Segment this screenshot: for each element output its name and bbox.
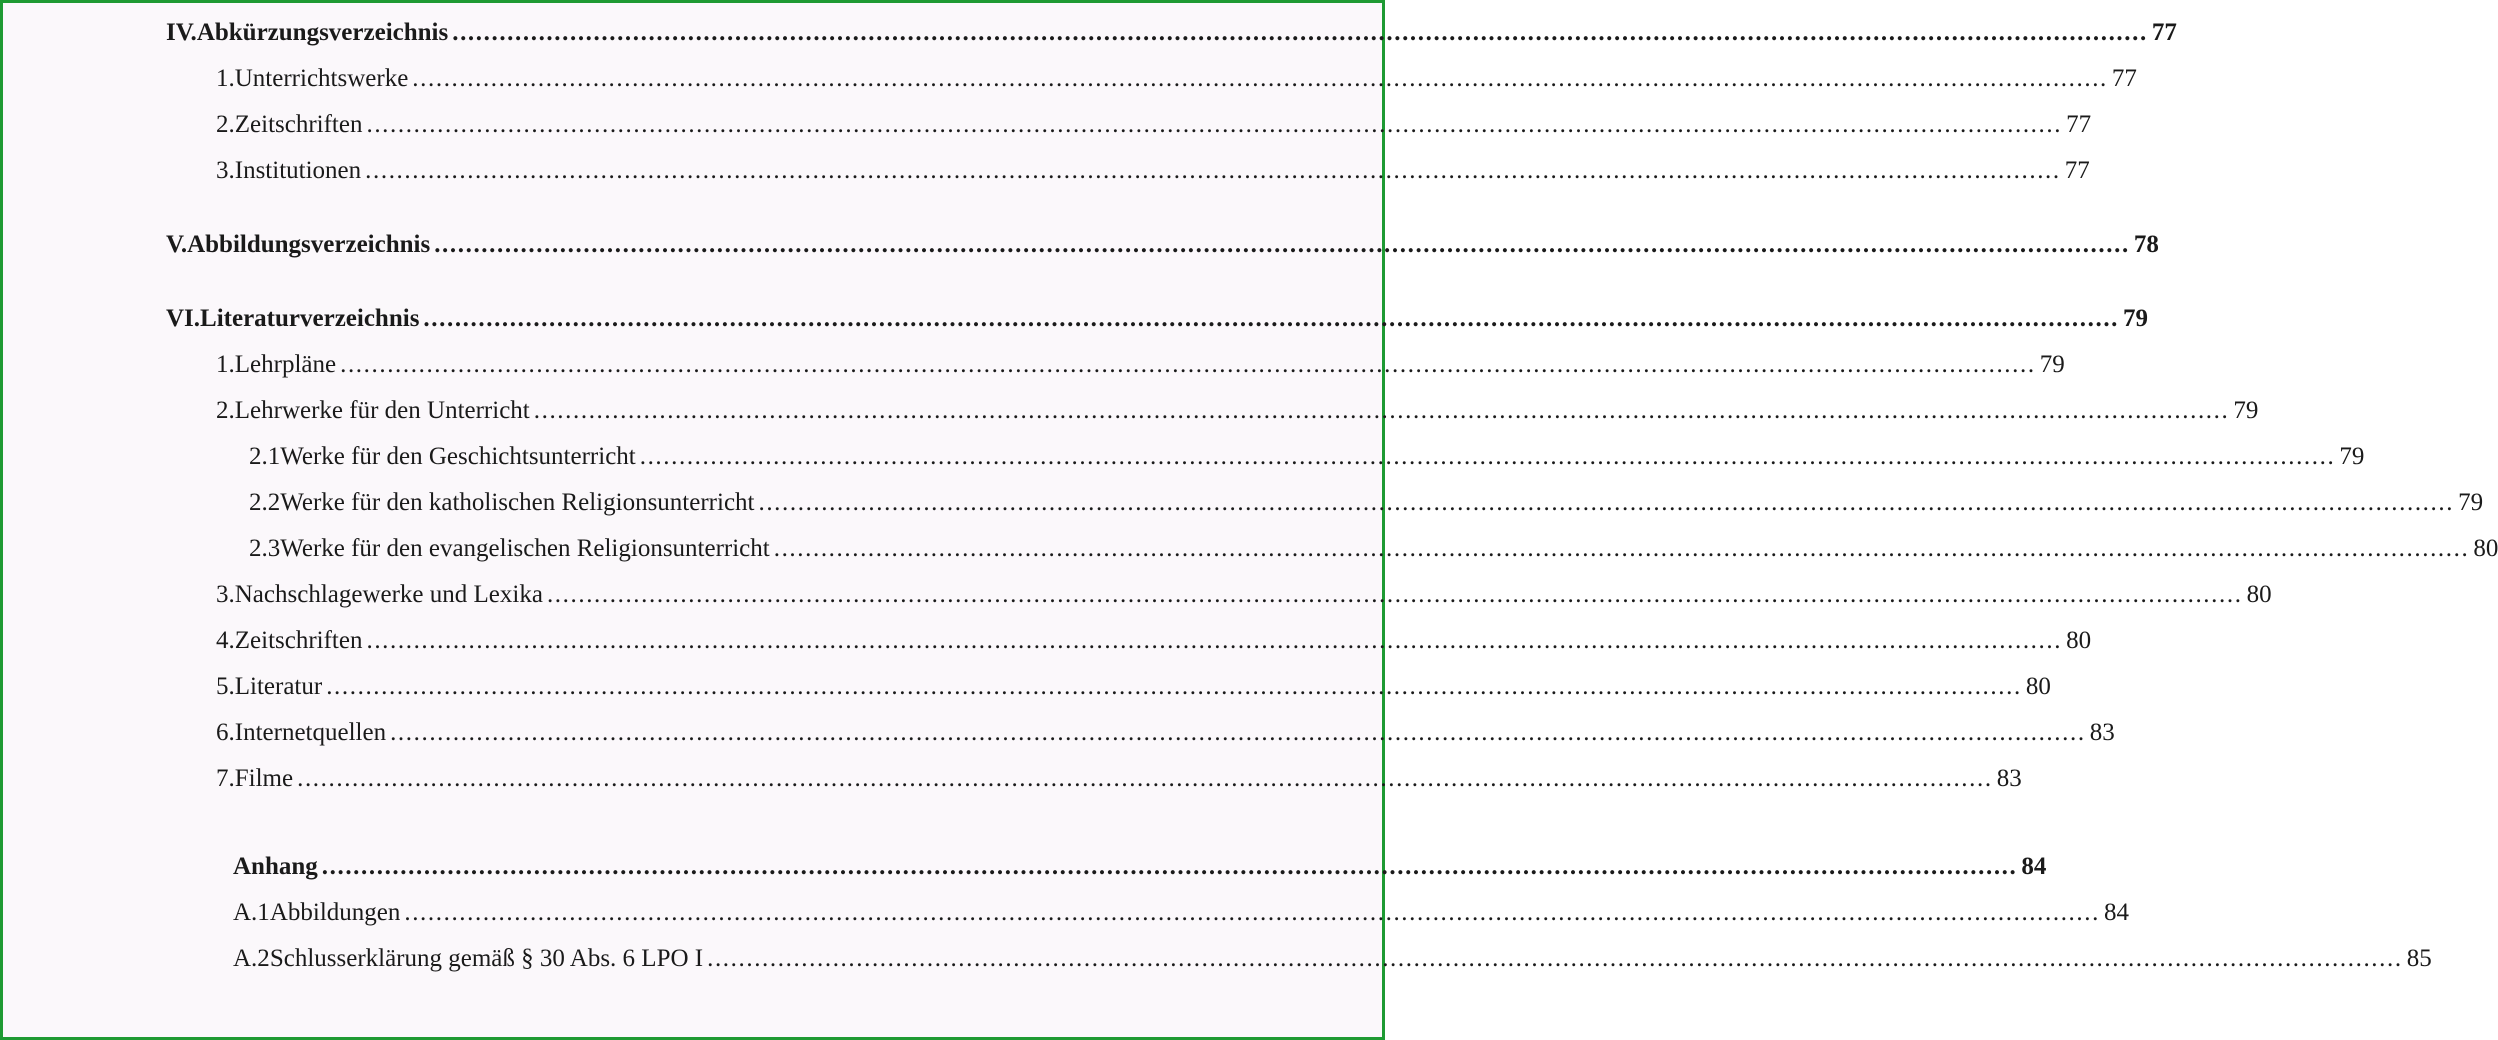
entry-title: Nachschlagewerke und Lexika [234, 581, 543, 608]
dot-leader: ........................................................................................................................................................................................................................ [707, 945, 2403, 972]
dot-leader: ........................................................................................................................................................................................................................ [340, 351, 2036, 378]
page-number: 77 [2111, 65, 2137, 92]
page-number: 77 [2066, 111, 2092, 138]
entry-title: Werke für den evangelischen Religionsunterricht [280, 535, 770, 562]
toc-subentry[interactable] [249, 441, 2365, 473]
section-number: V. [166, 231, 188, 258]
entry-number: 3. [216, 581, 235, 608]
page-number: 79 [2339, 443, 2365, 470]
entry-number: 2. [216, 111, 235, 138]
entry-title: Institutionen [234, 157, 362, 184]
entry-title: Filme [234, 765, 294, 792]
toc-section-iv[interactable] [166, 17, 2177, 49]
toc-entry[interactable] [216, 109, 2092, 141]
entry-title: Abbildungen [269, 899, 401, 926]
dot-leader: ........................................................................................................................................................................................................................ [533, 397, 2230, 424]
toc-section-vi[interactable] [166, 303, 2149, 335]
toc-entry[interactable] [216, 717, 2115, 749]
section-title: Abkürzungsverzeichnis [196, 19, 449, 46]
entry-title: Zeitschriften [234, 627, 363, 654]
page-number: 83 [1996, 765, 2022, 792]
dot-leader: ........................................................................................................................................................................................................................ [404, 899, 2100, 926]
entry-title: Werke für den katholischen Religionsunterricht [280, 489, 755, 516]
entry-title: Zeitschriften [234, 111, 363, 138]
page-number: 78 [2133, 231, 2159, 258]
toc-entry[interactable] [216, 63, 2137, 95]
entry-title: Lehrwerke für den Unterricht [234, 397, 530, 424]
page-number: 79 [2123, 305, 2149, 332]
dot-leader: ........................................................................................................................................................................................................................ [365, 157, 2061, 184]
entry-number: A.2 [233, 945, 270, 972]
page-number: 80 [2066, 627, 2092, 654]
page-number: 80 [2246, 581, 2272, 608]
entry-title: Schlusserklärung gemäß § 30 Abs. 6 LPO I [269, 945, 704, 972]
entry-number: 2.2 [249, 489, 281, 516]
entry-number: 2.3 [249, 535, 281, 562]
entry-title: Werke für den Geschichtsunterricht [280, 443, 636, 470]
toc-appendix-entry[interactable] [233, 943, 2432, 975]
page-number: 79 [2233, 397, 2259, 424]
page-number: 80 [2473, 535, 2498, 562]
page-number: 80 [2025, 673, 2051, 700]
dot-leader: ........................................................................................................................................................................................................................ [390, 719, 2086, 746]
entry-title: Literatur [234, 673, 323, 700]
page-number: 77 [2151, 19, 2177, 46]
entry-number: 7. [216, 765, 235, 792]
entry-number: 2. [216, 397, 235, 424]
page-number: 83 [2089, 719, 2115, 746]
dot-leader: ........................................................................................................................................................................................................................ [412, 65, 2108, 92]
entry-number: 3. [216, 157, 235, 184]
page-number: 79 [2458, 489, 2484, 516]
page-number: 79 [2039, 351, 2065, 378]
dot-leader: ........................................................................................................................................................................................................................ [639, 443, 2336, 470]
page-number: 85 [2406, 945, 2432, 972]
section-number: IV. [166, 19, 197, 46]
dot-leader: ........................................................................................................................................................................................................................ [326, 673, 2022, 700]
dot-leader: ........................................................................................................................................................................................................................ [366, 111, 2063, 138]
toc-entry[interactable] [216, 395, 2259, 427]
dot-leader: ........................................................................................................................................................................................................................ [546, 581, 2243, 608]
page-number: 84 [2103, 899, 2129, 926]
dot-leader: ........................................................................................................................................................................................................................ [452, 19, 2148, 46]
entry-number: 1. [216, 65, 235, 92]
toc-subentry[interactable] [249, 487, 2484, 519]
page-number: 77 [2064, 157, 2090, 184]
toc-appendix-entry[interactable] [233, 897, 2129, 929]
toc-section-v[interactable] [166, 229, 2159, 261]
dot-leader: ........................................................................................................................................................................................................................ [773, 535, 2470, 562]
dot-leader: ........................................................................................................................................................................................................................ [758, 489, 2455, 516]
entry-number: 4. [216, 627, 235, 654]
section-title: Abbildungsverzeichnis [187, 231, 431, 258]
dot-leader: ........................................................................................................................................................................................................................ [423, 305, 2120, 332]
section-title: Literaturverzeichnis [200, 305, 420, 332]
entry-number: 2.1 [249, 443, 281, 470]
toc-entry[interactable] [216, 349, 2065, 381]
entry-number: A.1 [233, 899, 270, 926]
page-number: 84 [2021, 853, 2047, 880]
toc-entry[interactable] [216, 763, 2022, 795]
toc-entry[interactable] [216, 625, 2092, 657]
toc-appendix[interactable] [233, 851, 2047, 883]
entry-title: Lehrpläne [234, 351, 337, 378]
dot-leader: ........................................................................................................................................................................................................................ [321, 853, 2018, 880]
entry-title: Unterrichtswerke [234, 65, 409, 92]
toc-subentry[interactable] [249, 533, 2498, 565]
dot-leader: ........................................................................................................................................................................................................................ [297, 765, 1993, 792]
toc-entry[interactable] [216, 579, 2272, 611]
appendix-title: Anhang [233, 853, 318, 880]
entry-number: 5. [216, 673, 235, 700]
dot-leader: ........................................................................................................................................................................................................................ [434, 231, 2130, 258]
toc-entry[interactable] [216, 671, 2051, 703]
entry-number: 6. [216, 719, 235, 746]
entry-title: Internetquellen [234, 719, 387, 746]
dot-leader: ........................................................................................................................................................................................................................ [366, 627, 2063, 654]
section-number: VI. [166, 305, 201, 332]
entry-number: 1. [216, 351, 235, 378]
toc-entry[interactable] [216, 155, 2090, 187]
